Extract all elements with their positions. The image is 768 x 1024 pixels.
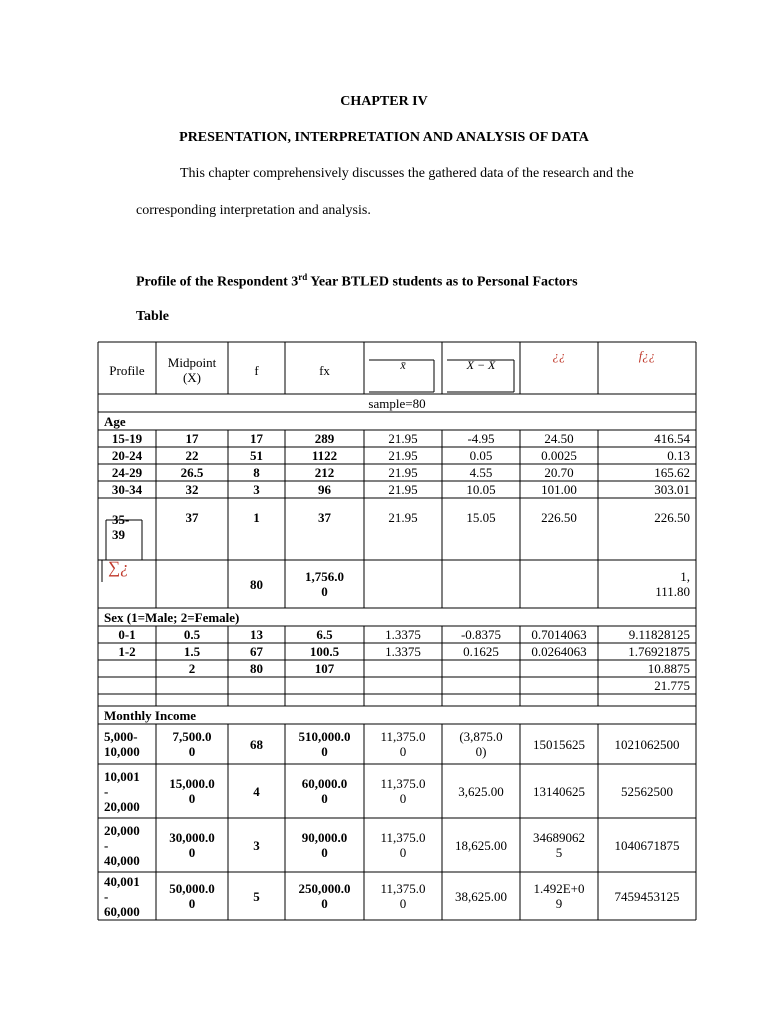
sex-row-mid: 2 [188,661,196,676]
sex-row-xbar [364,660,442,677]
sex-row-dev: 0.1625 [463,644,499,659]
age-row-xbar: 21.95 [388,465,418,480]
sex-row-sq: 0.0264063 [531,644,587,659]
age-row-dev: 15.05 [466,510,496,525]
sex-row-sq [520,660,598,677]
age-row-f: 8 [253,465,260,480]
age-row-fx: 37 [318,510,331,525]
table-label: Table [136,309,169,324]
sex-row-dev [442,660,520,677]
income-row-mid: 30,000.0 0 [169,830,215,860]
income-row-f: 5 [253,888,260,904]
profile-title-part-1: Profile of the Respondent 3 [136,274,299,290]
age-row-xbar: 21.95 [388,482,418,497]
income-row-sq: 34689062 5 [533,830,585,860]
sex-row-fsq: 9.11828125 [628,627,690,642]
age-row-sq: 24.50 [544,431,574,446]
sex-row-f: 13 [250,627,263,642]
age-row-xbar: 21.95 [388,431,418,446]
sex-row-profile [98,677,156,694]
sex-row-xbar: 1.3375 [385,627,421,642]
age-row-fsq: 0.13 [667,448,690,463]
income-row-xbar: 11,375.0 0 [380,729,426,759]
age-row-fx: 96 [318,482,331,497]
income-row-fsq: 7459453125 [614,888,680,904]
age-row-fsq: 303.01 [654,482,690,497]
income-row-fsq: 52562500 [621,783,673,799]
profile-table [98,342,696,920]
age-row-fx: 1122 [311,448,338,463]
sex-row-sq [520,677,598,694]
age-row-mid: 17 [185,431,199,446]
age-row-mid: 37 [185,510,199,525]
header-xbar: x̄ [400,358,406,372]
header-fx: fx [319,362,330,378]
profile-title [136,272,578,291]
sex-row-fx [285,677,364,694]
age-row-f: 51 [250,448,263,463]
income-row-profile: 5,000- 10,000 [104,729,140,759]
age-row-mid: 32 [185,482,199,497]
age-row-f: 3 [253,482,260,497]
chapter-heading: PRESENTATION, INTERPRETATION AND ANALYSIS OF DATA [179,130,589,145]
income-row-xbar: 11,375.0 0 [380,830,426,860]
income-row-f: 68 [250,736,263,752]
age-total-sigma: ∑¿ [108,558,129,577]
profile-title-sup: rd [298,272,308,282]
age-row-dev: 10.05 [466,482,496,497]
age-row-profile: 20-24 [111,448,143,463]
age-row-f: 17 [250,431,263,446]
sex-row-f: 67 [250,644,263,659]
sex-row-mid [156,677,228,694]
sex-row-xbar [364,677,442,694]
age-row-mid: 26.5 [180,465,204,480]
sex-row-fsq: 21.775 [654,678,690,693]
income-row-xbar: 11,375.0 0 [380,881,426,911]
chapter-title: CHAPTER IV [340,94,428,109]
income-row-dev: 38,625.00 [455,888,507,904]
income-row-profile: 20,000 - 40,000 [104,822,140,868]
age-row-sq: 101.00 [541,482,577,497]
age-row-fsq: 416.54 [654,431,690,446]
income-row-profile: 40,001 - 60,000 [104,873,140,919]
age-row-dev: -4.95 [467,431,495,446]
sample-size-label: sample=80 [368,395,426,411]
sex-row-sq: 0.7014063 [531,627,587,642]
age-row-profile: 24-29 [111,465,143,480]
income-row-dev: 3,625.00 [458,783,504,799]
header-sq: ¿¿ [552,348,566,363]
age-total-fsq: 1, 111.80 [655,569,690,599]
sex-row-f [228,677,285,694]
age-row-profile: 15-19 [111,431,143,446]
income-row-profile: 10,001 - 20,000 [104,768,140,814]
intro-line-2: corresponding interpretation and analysis. [136,203,371,218]
age-row-f: 1 [253,510,260,525]
income-row-f: 3 [253,837,260,853]
intro-line-1: This chapter comprehensively discusses the gathered data of the research and the [180,166,634,181]
age-row-profile: 30-34 [111,482,143,497]
income-row-fx: 90,000.0 0 [301,830,348,860]
profile-title-part-2: Year BTLED students as to Personal Factors [307,274,578,290]
sex-row-profile: 0-1 [118,627,136,642]
income-row-sq: 13140625 [533,783,585,799]
age-row-fx: 289 [314,431,335,446]
income-row-fx: 60,000.0 0 [301,776,348,806]
sex-row-fsq: 1.76921875 [628,644,690,659]
sex-row-xbar: 1.3375 [385,644,421,659]
income-row-mid: 7,500.0 0 [172,729,212,759]
header-x_minus_xbar: X − X̄ [466,358,496,372]
income-row-f: 4 [253,783,260,799]
section-sex: Sex (1=Male; 2=Female) [104,609,240,625]
sex-row-f: 80 [250,661,263,676]
age-row-sq: 20.70 [544,465,574,480]
age-row-fsq: 165.62 [654,465,690,480]
income-row-sq: 15015625 [533,736,585,752]
age-total-f: 80 [250,576,263,592]
income-row-fsq: 1021062500 [614,736,680,752]
age-row-sq: 226.50 [541,510,577,525]
section-income: Monthly Income [104,707,197,723]
age-row-dev: 4.55 [469,465,493,480]
age-row-sq: 0.0025 [541,448,577,463]
sex-row-dev: -0.8375 [460,627,502,642]
income-row-mid: 15,000.0 0 [169,776,215,806]
header-f: f [254,362,259,378]
section-age: Age [104,413,126,429]
income-row-dev: (3,875.0 0) [459,729,503,759]
age-row-dev: 0.05 [469,448,493,463]
age-row-xbar: 21.95 [388,448,418,463]
header-profile: Profile [109,362,145,378]
age-row-xbar: 21.95 [388,510,418,525]
income-row-fx: 510,000.0 0 [298,729,351,759]
header-midpoint: Midpoint (X) [167,355,217,385]
income-row-xbar: 11,375.0 0 [380,776,426,806]
age-row-mid: 22 [185,448,199,463]
sex-row-profile: 1-2 [118,644,136,659]
sex-row-profile [98,660,156,677]
age-row-fsq: 226.50 [654,510,690,525]
header-fsq: f¿¿ [638,348,656,363]
sex-row-mid: 0.5 [183,627,201,642]
sex-row-fx: 6.5 [316,627,333,642]
age-row-fx: 212 [314,465,335,480]
sex-row-mid: 1.5 [183,644,201,659]
sex-row-dev [442,677,520,694]
income-row-fx: 250,000.0 0 [298,881,351,911]
age-total-fx: 1,756.0 0 [305,569,344,599]
sex-row-fx: 107 [314,661,335,676]
income-row-fsq: 1040671875 [614,837,680,853]
income-row-dev: 18,625.00 [455,837,507,853]
sex-row-fx: 100.5 [309,644,340,659]
income-row-sq: 1.492E+0 9 [533,881,585,911]
age-row-profile: 35- 39 [112,512,130,542]
sex-row-fsq: 10.8875 [647,661,690,676]
income-row-mid: 50,000.0 0 [169,881,215,911]
